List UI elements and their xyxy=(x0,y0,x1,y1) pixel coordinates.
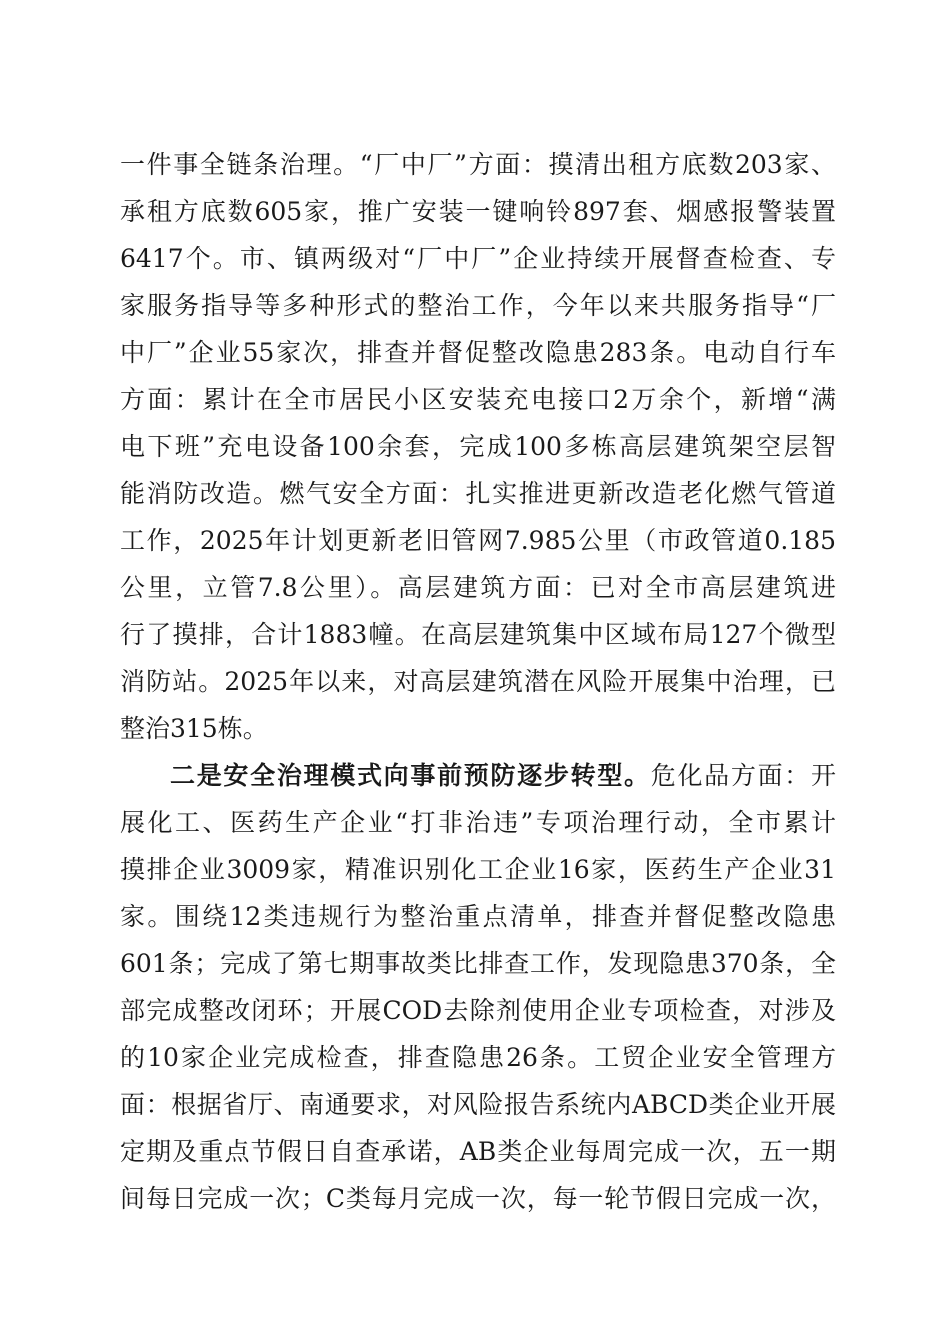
text-line: 整治315栋。 xyxy=(120,714,268,743)
text-line: 展化工、医药生产企业“打非治违”专项治理行动，全市累计 xyxy=(120,808,836,837)
text-line: 公里，立管7.8公里）。高层建筑方面：已对全市高层建筑进 xyxy=(120,573,836,602)
text-line: 定期及重点节假日自查承诺，AB类企业每周完成一次，五一期 xyxy=(120,1137,836,1166)
text-line: 消防站。2025年以来，对高层建筑潜在风险开展集中治理，已 xyxy=(120,667,836,696)
text-line: 能消防改造。燃气安全方面：扎实推进更新改造老化燃气管道 xyxy=(120,479,836,508)
text-line: 摸排企业3009家，精准识别化工企业16家，医药生产企业31 xyxy=(120,855,836,884)
text-line: 部完成整改闭环；开展COD去除剂使用企业专项检查，对涉及 xyxy=(120,996,836,1025)
text-line: 家。围绕12类违规行为整治重点清单，排查并督促整改隐患 xyxy=(120,902,836,931)
text-line: 中厂”企业55家次，排查并督促整改隐患283条。电动自行车 xyxy=(120,338,836,367)
paragraph-first-line xyxy=(170,761,836,791)
text-line: 家服务指导等多种形式的整治工作，今年以来共服务指导“厂 xyxy=(120,291,836,320)
text-line: 工作，2025年计划更新老旧管网7.985公里（市政管道0.185 xyxy=(120,526,836,555)
text-line: 6417个。市、镇两级对“厂中厂”企业持续开展督查检查、专 xyxy=(120,244,836,273)
text-line: 电下班”充电设备100余套，完成100多栋高层建筑架空层智 xyxy=(120,432,836,461)
text-line: 间每日完成一次；C类每月完成一次，每一轮节假日完成一次， xyxy=(120,1184,836,1213)
text-line: 行了摸排，合计1883幢。在高层建筑集中区域布局127个微型 xyxy=(120,620,836,649)
text-line: 承租方底数605家，推广安装一键响铃897套、烟感报警装置 xyxy=(120,197,836,226)
text-line: 的10家企业完成检查，排查隐患26条。工贸企业安全管理方 xyxy=(120,1043,836,1072)
text-line: 方面：累计在全市居民小区安装充电接口2万余个，新增“满 xyxy=(120,385,836,414)
text-line: 一件事全链条治理。“厂中厂”方面：摸清出租方底数203家、 xyxy=(120,150,836,179)
text-span: 危化品方面：开 xyxy=(650,761,836,790)
paragraph-heading: 二是安全治理模式向事前预防逐步转型。 xyxy=(170,761,651,790)
text-line: 601条；完成了第七期事故类比排查工作，发现隐患370条，全 xyxy=(120,949,836,978)
text-line: 面：根据省厅、南通要求，对风险报告系统内ABCD类企业开展 xyxy=(120,1090,836,1119)
